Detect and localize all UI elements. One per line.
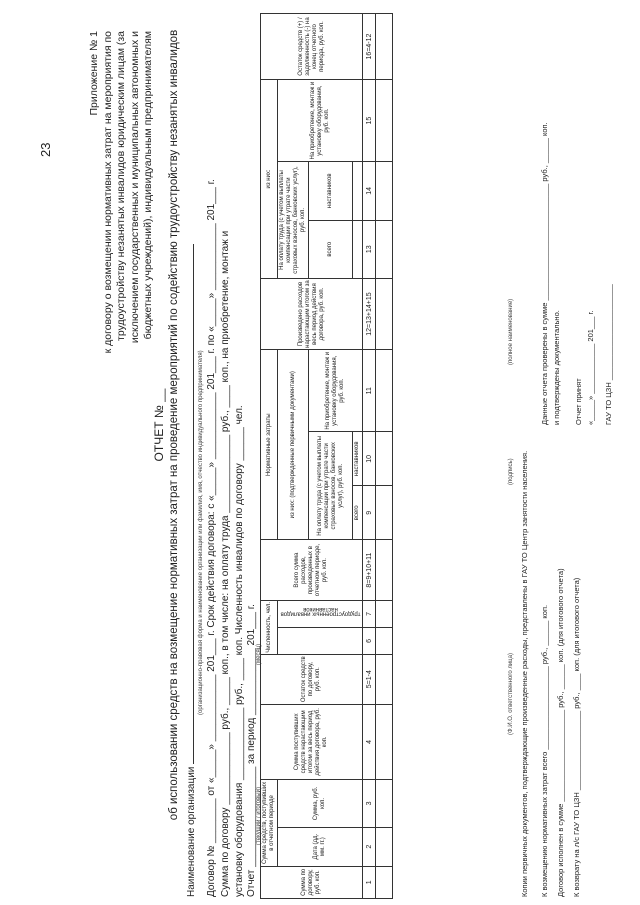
table-cell[interactable] [376,600,393,627]
header-remainder: Остаток средств по договору, руб. коп. [261,654,363,704]
header-wages-cum: На оплату труда (с учетом выплаты компенсации при утрате части страховых взносов, банковских услуг), руб. коп. [278,162,309,279]
header-wages: На оплату труда (с учетом выплаты компенсации при утрате части страховых взносов, банковских услуг), руб. коп. [309,432,353,540]
column-number: 10 [363,432,376,486]
verified-line: Данные отчета проверены в сумме ____________________________ руб., ______ коп. [540,122,549,425]
column-number: 8=9+10+11 [363,540,376,601]
column-number: 13 [363,220,376,278]
table-cell[interactable] [376,866,393,898]
header-equipment-cum: На приобретение, монтаж и установку оборудования, руб. коп. [278,80,363,162]
accepted-date: «_____» ____________ 201___ г. [586,310,595,425]
report-subtitle: об использовании средств на возмещение нормативных затрат на проведение мероприятий по содействию трудоустройству незанятых инвалидов [168,29,180,821]
org-name-hint: (организационно-правовая форма и наименование организации или фамилия, имя, отчество индивидуального предпринимателя) [198,350,204,715]
table-cell[interactable] [376,654,393,704]
header-employed: трудоустроенных инвалидов [278,627,363,654]
copies-note: Копии первичных документов, подтверждающие произведенные расходы, представлены в ГАУ ТО Центр занятости населения. [520,450,529,897]
appendix-line: исключением государственных и муниципальных автономных и [128,31,141,344]
executed-line: Договор исполнен в сумме ______________________ руб., ______ коп. (для итогового отчета) [556,568,565,897]
table-cell[interactable] [376,278,393,349]
header-balance: Остаток средств (+) / задолженность (-) на конец отчетного периода, руб. коп. [261,14,363,80]
appendix-header [88,31,156,371]
table-cell[interactable] [376,432,393,486]
gau-signature: ГАУ ТО ЦЗН _______________________ [604,284,613,425]
report-title: ОТЧЕТ № __ [152,388,166,462]
table-cell[interactable] [376,827,393,866]
sum-line: Сумма по договору _____________ руб., _____ коп., в том числе: на оплату труда ______________ руб., ____ коп., на приобретение, монтаж и [220,230,231,897]
accepted-label: Отчет принят [574,378,583,425]
header-received-funds: Сумма средств, поступивших в отчетном периоде [261,780,278,866]
appendix-line: трудоустройству незанятых инвалидов юридическим лицам (за [115,31,127,341]
org-name-field[interactable] [193,244,194,764]
header-contract-sum: Сумма по договору, руб. коп. [261,866,363,898]
header-cumulative-expenses: Произведено расходов нарастающим итогом за весь период действия договора, руб. коп. [261,278,363,349]
contract-line: Договор № ________ от «_____» ____________ 201___ г. Срок действия договора: с «_____» ____________ 201___ г. по «_____» ____________ 201___ г. [206,179,217,897]
appendix-line: бюджетных учреждений), индивидуальным предпринимателям [142,31,154,340]
header-all-cum: всего [309,220,353,278]
column-number: 15 [363,80,376,162]
data-row[interactable] [376,14,393,899]
column-number: 11 [363,350,376,432]
appendix-line: к договору о возмещении нормативных затрат на мероприятия по [101,31,114,354]
appendix-line: Приложение № 1 [88,31,100,116]
header-blank [353,220,363,278]
header-equipment: На приобретение, монтаж и установку оборудования, руб. коп. [309,350,363,432]
org-name-label: Наименование организации [186,244,197,897]
column-number: 14 [363,162,376,220]
column-number: 9 [363,486,376,540]
column-number: 7 [363,600,376,627]
header-mentors-cum: наставников [309,162,353,220]
fio-hint: (Ф.И.О. ответственного лица) [508,653,514,735]
report-table [260,13,393,899]
table-cell[interactable] [376,162,393,220]
table-cell[interactable] [376,486,393,540]
table-cell[interactable] [376,220,393,278]
equipment-line: установку оборудования _____________ руб., ____ коп. Численность инвалидов по договору ______ чел. [234,405,245,897]
column-number: 4 [363,704,376,780]
header-cumulative-incl: из них: [261,80,278,279]
header-date: Дата (дд. мм. гг.) [278,827,363,866]
column-number: 1 [363,866,376,898]
table-cell[interactable] [376,350,393,432]
header-amount: Сумма, руб. коп. [278,780,363,828]
table-cell[interactable] [376,780,393,828]
header-mentors: наставников [278,600,363,627]
report-period-line: Отчет __________________ за период ____________ 201___ г. [246,604,257,897]
column-number-row [363,14,376,899]
column-number: 16=4-12 [363,14,376,80]
reimburse-line: К возмещению нормативных затрат всего ____________________ руб., ______ коп. [540,604,549,897]
column-number: 6 [363,627,376,654]
header-mentors-wages: наставников [353,432,363,486]
return-line: К возврату на л/с ГАУ ТО ЦЗН ___________________ руб., ____ коп. (для итогового отчета) [572,577,581,897]
page-number: 23 [38,142,53,157]
signature-hint: (подпись) [508,458,514,485]
column-number: 12=13+14+15 [363,278,376,349]
column-number: 2 [363,827,376,866]
report-month-hint: (месяц) [256,643,262,665]
header-all: всего [353,486,363,540]
column-number: 5=1-4 [363,654,376,704]
table-cell[interactable] [376,627,393,654]
column-number: 3 [363,780,376,828]
table-cell[interactable] [376,14,393,80]
header-incl: из них: (подтвержденные первичными документами) [278,350,309,540]
table-cell[interactable] [376,704,393,780]
header-total-received: Сумма поступивших средств нарастающим итогом за весь период действия договора, руб. коп. [261,704,363,780]
header-normative-costs: Нормативные затраты [261,350,278,540]
verified-line-2: и подтверждены документально. [552,310,561,425]
report-type-hint: (текущий / итоговый) [256,787,262,845]
table-cell[interactable] [376,540,393,601]
org-fullname-hint: (полное наименование) [508,298,514,365]
header-headcount: Численность, чел. [261,600,278,654]
table-cell[interactable] [376,80,393,162]
header-blank [353,162,363,220]
header-total-expenses: Всего сумма расходов, произведенных в отчетном периоде, руб. коп. [261,540,363,601]
